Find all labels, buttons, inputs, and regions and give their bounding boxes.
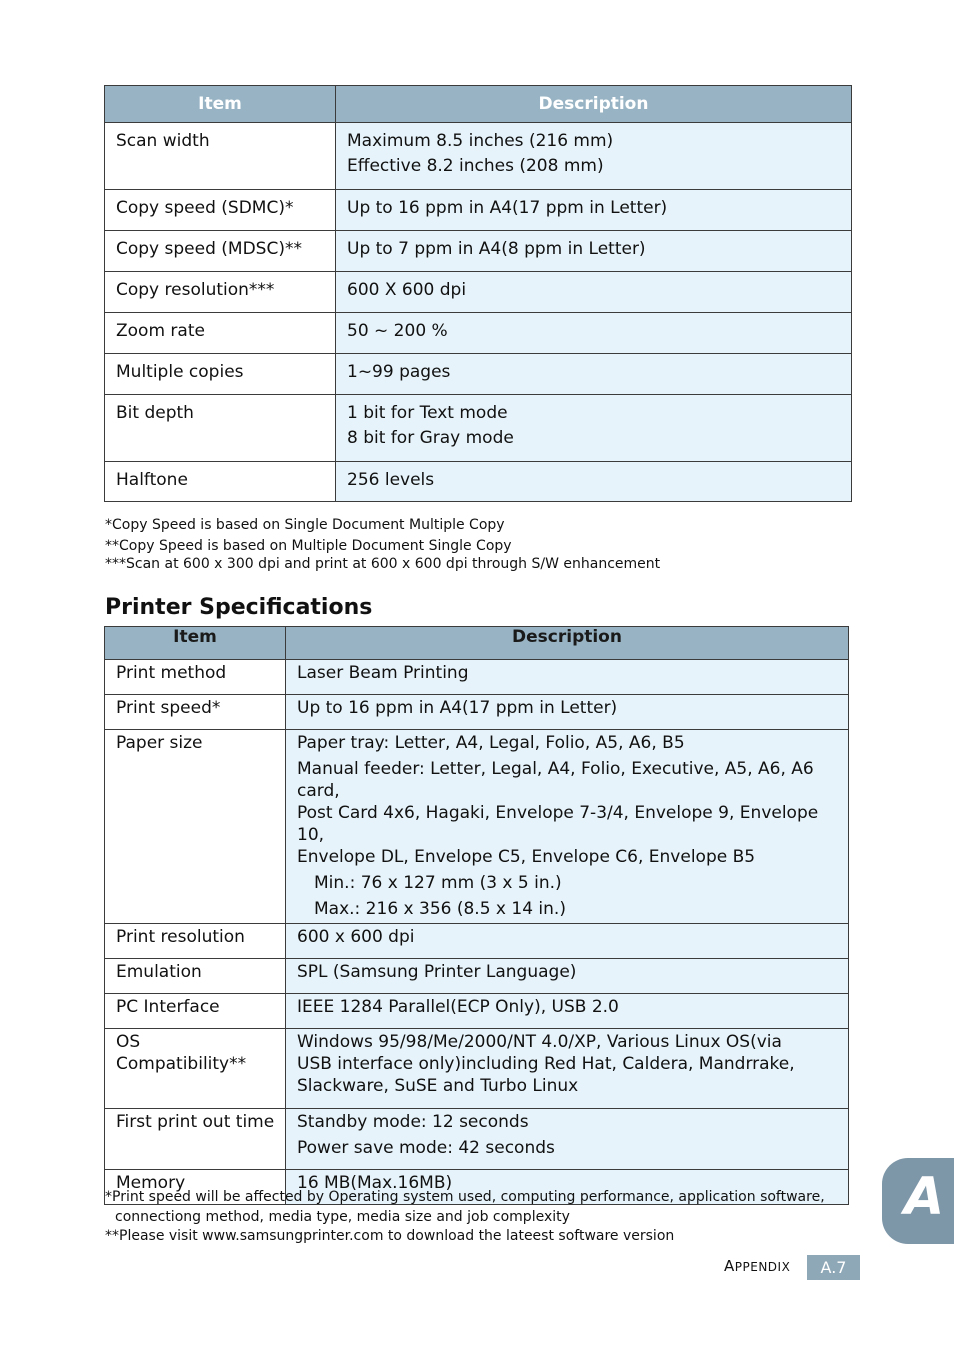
row-description bbox=[336, 231, 852, 272]
row-description bbox=[286, 994, 849, 1029]
item-line: Memory bbox=[116, 1173, 186, 1193]
description-line: Post Card 4x6, Hagaki, Envelope 7-3/4, Envelope 9, Envelope 10, bbox=[297, 803, 819, 845]
footnote: **Copy Speed is based on Multiple Document Single Copy bbox=[105, 538, 512, 554]
description-line: 1 bit for Text mode bbox=[347, 403, 508, 423]
description-line: 600 x 600 dpi bbox=[297, 927, 415, 947]
table-header-row bbox=[105, 627, 849, 660]
row-description bbox=[286, 730, 849, 924]
table-row bbox=[105, 994, 849, 1029]
description-line: IEEE 1284 Parallel(ECP Only), USB 2.0 bbox=[297, 997, 619, 1017]
row-description bbox=[336, 354, 852, 395]
row-description bbox=[336, 313, 852, 354]
row-item bbox=[105, 695, 286, 730]
row-description bbox=[286, 1029, 849, 1109]
item-line: Print method bbox=[116, 663, 227, 683]
row-description bbox=[286, 660, 849, 695]
table-row bbox=[105, 695, 849, 730]
description-line: Maximum 8.5 inches (216 mm) bbox=[347, 131, 614, 151]
row-description bbox=[336, 395, 852, 462]
description-line: 1~99 pages bbox=[347, 362, 451, 382]
table-row bbox=[105, 959, 849, 994]
item-line: Print resolution bbox=[116, 927, 245, 947]
table-row bbox=[105, 730, 849, 924]
row-item bbox=[105, 924, 286, 959]
table-row bbox=[105, 313, 852, 354]
column-header-description: Description bbox=[286, 627, 849, 660]
row-item: Copy resolution*** bbox=[105, 272, 336, 313]
description-line: Windows 95/98/Me/2000/NT 4.0/XP, Various Linux OS(via bbox=[297, 1032, 782, 1052]
table-row bbox=[105, 462, 852, 502]
row-description bbox=[336, 462, 852, 502]
item-line: Emulation bbox=[116, 962, 202, 982]
column-header-item: Item bbox=[105, 86, 336, 123]
footer-section-label bbox=[724, 1257, 790, 1275]
page-number-badge: A.7 bbox=[807, 1255, 860, 1280]
row-item: Copy speed (SDMC)* bbox=[105, 190, 336, 231]
description-line: Manual feeder: Letter, Legal, A4, Folio, Executive, A5, A6, A6 card, bbox=[297, 759, 814, 801]
footer-label-rest: PPENDIX bbox=[734, 1260, 791, 1274]
row-description bbox=[336, 123, 852, 190]
description-line: Min.: 76 x 127 mm (3 x 5 in.) bbox=[314, 873, 562, 893]
table-row bbox=[105, 1109, 849, 1170]
description-line: Laser Beam Printing bbox=[297, 663, 469, 683]
description-line: 600 X 600 dpi bbox=[347, 280, 467, 300]
footnote: **Please visit www.samsungprinter.com to download the lateest software version bbox=[105, 1228, 675, 1244]
column-header-description: Description bbox=[336, 86, 852, 123]
description-line: Paper tray: Letter, A4, Legal, Folio, A5, A6, B5 bbox=[297, 733, 685, 753]
row-item: Halftone bbox=[105, 462, 336, 502]
row-description bbox=[286, 959, 849, 994]
description-line: Power save mode: 42 seconds bbox=[297, 1138, 555, 1158]
table-row bbox=[105, 354, 852, 395]
section-title: Printer Specifications bbox=[105, 595, 373, 620]
description-line: Effective 8.2 inches (208 mm) bbox=[347, 156, 604, 176]
table-row bbox=[105, 272, 852, 313]
description-line: Slackware, SuSE and Turbo Linux bbox=[297, 1076, 579, 1096]
row-description bbox=[286, 924, 849, 959]
item-line: PC Interface bbox=[116, 997, 220, 1017]
description-line: 256 levels bbox=[347, 470, 435, 490]
printer-spec-table bbox=[104, 626, 849, 1205]
table-row bbox=[105, 395, 852, 462]
item-line: OS bbox=[116, 1032, 141, 1052]
footnote: ***Scan at 600 x 300 dpi and print at 600 x 600 dpi through S/W enhancement bbox=[105, 556, 661, 572]
description-line: Up to 16 ppm in A4(17 ppm in Letter) bbox=[297, 698, 618, 718]
row-item: Scan width bbox=[105, 123, 336, 190]
table-header-row bbox=[105, 86, 852, 123]
scan-spec-table bbox=[104, 85, 852, 502]
description-line: 8 bit for Gray mode bbox=[347, 428, 514, 448]
description-line: Max.: 216 x 356 (8.5 x 14 in.) bbox=[314, 899, 566, 919]
row-item bbox=[105, 660, 286, 695]
description-line: Standby mode: 12 seconds bbox=[297, 1112, 529, 1132]
table-row bbox=[105, 924, 849, 959]
footnote: *Print speed will be affected by Operating system used, computing performance, application software, bbox=[105, 1189, 825, 1205]
footer-label-initial: A bbox=[724, 1257, 735, 1275]
row-item bbox=[105, 994, 286, 1029]
description-line: SPL (Samsung Printer Language) bbox=[297, 962, 577, 982]
row-item: Multiple copies bbox=[105, 354, 336, 395]
row-description bbox=[286, 1109, 849, 1170]
description-line: Envelope DL, Envelope C5, Envelope C6, Envelope B5 bbox=[297, 847, 756, 867]
row-description bbox=[286, 695, 849, 730]
footnote: connectiong method, media type, media size and job complexity bbox=[115, 1209, 570, 1225]
row-item bbox=[105, 1109, 286, 1170]
table-row bbox=[105, 231, 852, 272]
row-item: Copy speed (MDSC)** bbox=[105, 231, 336, 272]
row-description bbox=[336, 190, 852, 231]
description-line: 50 ~ 200 % bbox=[347, 321, 448, 341]
description-line: Up to 7 ppm in A4(8 ppm in Letter) bbox=[347, 239, 646, 259]
table-row bbox=[105, 660, 849, 695]
description-line: USB interface only)including Red Hat, Caldera, Mandrrake, bbox=[297, 1054, 795, 1074]
item-line: Compatibility** bbox=[116, 1054, 247, 1074]
item-line: Paper size bbox=[116, 733, 203, 753]
table-row bbox=[105, 123, 852, 190]
appendix-tab-letter: A bbox=[904, 1167, 945, 1227]
description-line: Up to 16 ppm in A4(17 ppm in Letter) bbox=[347, 198, 668, 218]
item-line: Print speed* bbox=[116, 698, 221, 718]
row-item: Bit depth bbox=[105, 395, 336, 462]
description-line: 16 MB(Max.16MB) bbox=[297, 1173, 453, 1193]
row-item bbox=[105, 730, 286, 924]
row-item bbox=[105, 1029, 286, 1109]
item-line: First print out time bbox=[116, 1112, 275, 1132]
row-item: Zoom rate bbox=[105, 313, 336, 354]
table-row bbox=[105, 190, 852, 231]
column-header-item: Item bbox=[105, 627, 286, 660]
row-description bbox=[336, 272, 852, 313]
row-item bbox=[105, 959, 286, 994]
table-row bbox=[105, 1029, 849, 1109]
footnote: *Copy Speed is based on Single Document Multiple Copy bbox=[105, 517, 505, 533]
